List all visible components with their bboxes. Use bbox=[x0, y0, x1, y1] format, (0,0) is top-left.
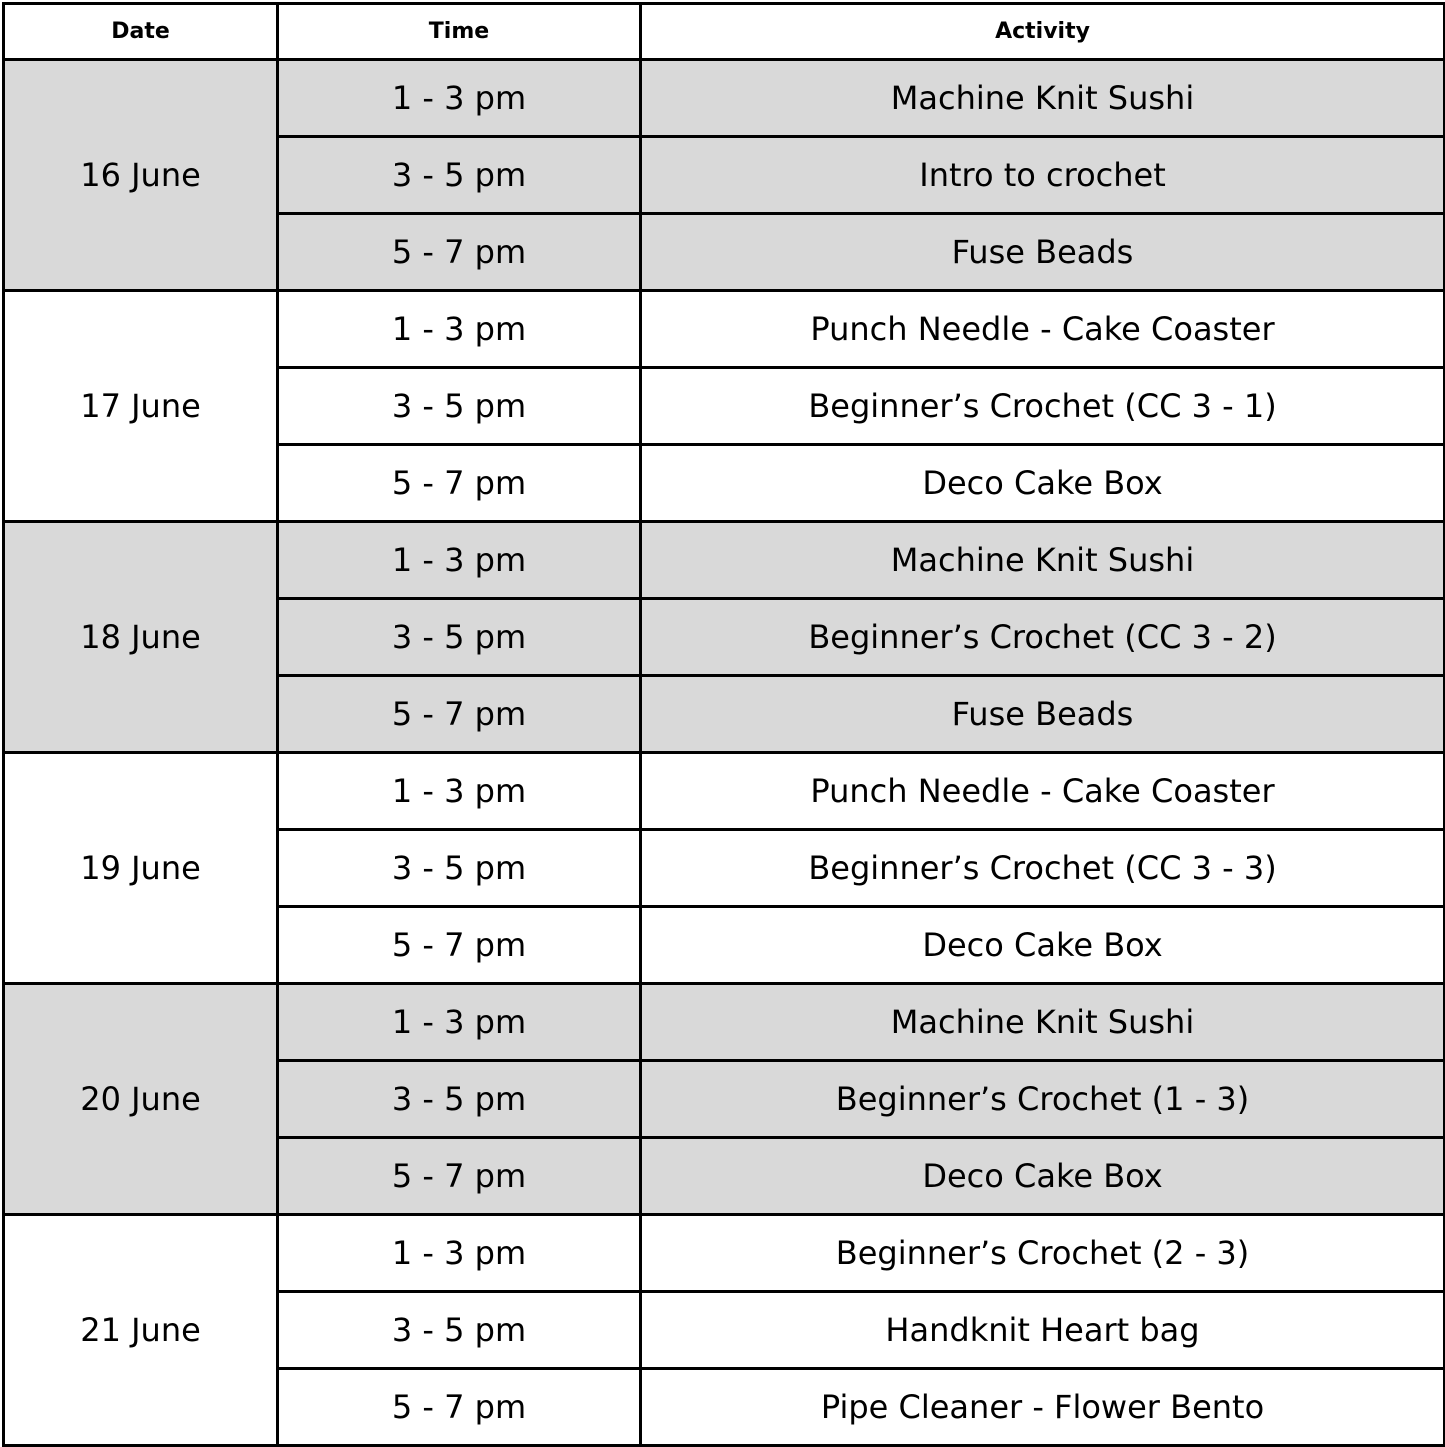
time-cell: 1 - 3 pm bbox=[278, 1215, 641, 1292]
time-cell: 1 - 3 pm bbox=[278, 753, 641, 830]
time-cell: 3 - 5 pm bbox=[278, 1292, 641, 1369]
date-cell: 18 June bbox=[4, 522, 278, 753]
activity-cell: Machine Knit Sushi bbox=[641, 60, 1445, 137]
activity-cell: Fuse Beads bbox=[641, 676, 1445, 753]
time-cell: 1 - 3 pm bbox=[278, 291, 641, 368]
table-row bbox=[4, 291, 1445, 368]
time-cell: 1 - 3 pm bbox=[278, 60, 641, 137]
time-cell: 5 - 7 pm bbox=[278, 445, 641, 522]
activity-cell: Fuse Beads bbox=[641, 214, 1445, 291]
time-cell: 1 - 3 pm bbox=[278, 522, 641, 599]
date-cell: 17 June bbox=[4, 291, 278, 522]
activity-cell: Deco Cake Box bbox=[641, 445, 1445, 522]
time-cell: 5 - 7 pm bbox=[278, 214, 641, 291]
header-time: Time bbox=[278, 4, 641, 60]
time-cell: 5 - 7 pm bbox=[278, 676, 641, 753]
activity-cell: Beginner’s Crochet (CC 3 - 3) bbox=[641, 830, 1445, 907]
time-cell: 3 - 5 pm bbox=[278, 599, 641, 676]
activity-cell: Beginner’s Crochet (CC 3 - 2) bbox=[641, 599, 1445, 676]
date-cell: 19 June bbox=[4, 753, 278, 984]
activity-cell: Deco Cake Box bbox=[641, 1138, 1445, 1215]
header-row bbox=[4, 4, 1445, 60]
time-cell: 5 - 7 pm bbox=[278, 1369, 641, 1446]
activity-cell: Deco Cake Box bbox=[641, 907, 1445, 984]
time-cell: 5 - 7 pm bbox=[278, 907, 641, 984]
time-cell: 3 - 5 pm bbox=[278, 1061, 641, 1138]
date-cell: 20 June bbox=[4, 984, 278, 1215]
time-cell: 3 - 5 pm bbox=[278, 830, 641, 907]
time-cell: 1 - 3 pm bbox=[278, 984, 641, 1061]
time-cell: 5 - 7 pm bbox=[278, 1138, 641, 1215]
table-row bbox=[4, 753, 1445, 830]
table-row bbox=[4, 60, 1445, 137]
activity-cell: Punch Needle - Cake Coaster bbox=[641, 753, 1445, 830]
schedule-table bbox=[2, 2, 1445, 1447]
schedule-body bbox=[4, 60, 1445, 1446]
activity-cell: Beginner’s Crochet (CC 3 - 1) bbox=[641, 368, 1445, 445]
table-row bbox=[4, 984, 1445, 1061]
date-cell: 16 June bbox=[4, 60, 278, 291]
table-row bbox=[4, 1215, 1445, 1292]
activity-cell: Machine Knit Sushi bbox=[641, 984, 1445, 1061]
activity-cell: Handknit Heart bag bbox=[641, 1292, 1445, 1369]
table-row bbox=[4, 522, 1445, 599]
activity-cell: Machine Knit Sushi bbox=[641, 522, 1445, 599]
activity-cell: Beginner’s Crochet (2 - 3) bbox=[641, 1215, 1445, 1292]
header-activity: Activity bbox=[641, 4, 1445, 60]
activity-cell: Pipe Cleaner - Flower Bento bbox=[641, 1369, 1445, 1446]
header-date: Date bbox=[4, 4, 278, 60]
activity-cell: Punch Needle - Cake Coaster bbox=[641, 291, 1445, 368]
activity-cell: Intro to crochet bbox=[641, 137, 1445, 214]
activity-cell: Beginner’s Crochet (1 - 3) bbox=[641, 1061, 1445, 1138]
date-cell: 21 June bbox=[4, 1215, 278, 1446]
time-cell: 3 - 5 pm bbox=[278, 368, 641, 445]
time-cell: 3 - 5 pm bbox=[278, 137, 641, 214]
